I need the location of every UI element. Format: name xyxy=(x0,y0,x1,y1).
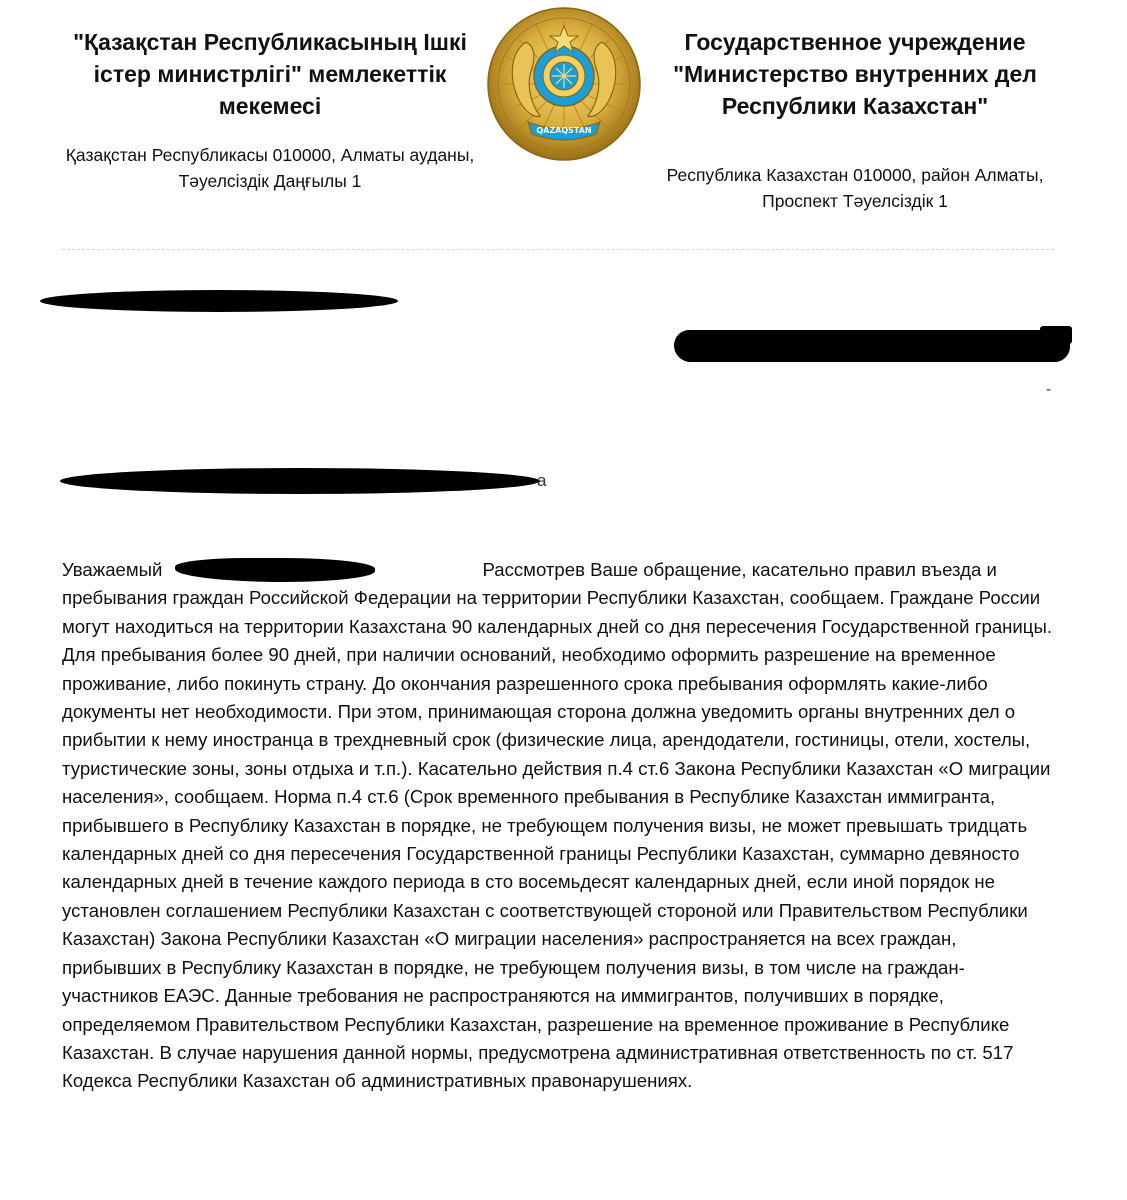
redaction-recipient-address xyxy=(674,330,1070,362)
redaction-recipient-address-tail xyxy=(1040,326,1072,344)
letter-text: Рассмотрев Ваше обращение, касательно правил въезда и пребывания граждан Российской Федерации на территории Республики Казахстан, сообщаем. Граждане России могут находиться на территории Казахстана 90 календарных дней со дня пересечения Государственной границы. Для пребывания более 90 дней, при наличии оснований, необходимо оформить разрешение на временное проживание, либо покинуть страну. До окончания разрешенного срока пребывания оформлять какие-либо документы нет необходимости. При этом, принимающая сторона должна уведомить органы внутренних дел о прибытии к нему иностранца в трехдневный срок (физические лица, арендодатели, гостиницы, отели, хостелы, туристические зоны, зоны отдыха и т.п.). Касательно действия п.4 ст.6 Закона Республики Казахстан «О миграции населения», сообщаем. Норма п.4 ст.6 (Срок временного пребывания в Республике Казахстан иммигранта, прибывшего в Республику Казахстан в порядке, не требующем получения визы, не может превышать тридцать календарных дней со дня пересечения Государственной границы Республики Казахстан, суммарно девяносто календарных дней в течение каждого периода в сто восемьдесят календарных дней, если иной порядок не установлен соглашением Республики Казахстан с соответствующей стороной или Правительством Республики Казахстан) Закона Республики Казахстан «О миграции населения» распространяется на всех граждан, прибывших в Республику Казахстан в порядке, не требующем получения визы, в том числе на граждан-участников ЕАЭС. Данные требования не распространяются на иммигрантов, получивших в порядке, определяемом Правительством Республики Казахстан, разрешение на временное проживание в Республике Казахстан. В случае нарушения данной нормы, предусмотрена административная ответственность по ст. 517 Кодекса Республики Казахстан об административных правонарушениях. xyxy=(62,559,1052,1092)
org-address-russian: Республика Казахстан 010000, район Алматы, Проспект Тәуелсіздік 1 xyxy=(666,165,1044,211)
redaction-recipient-name xyxy=(40,290,398,312)
emblem-caption: QAZAQSTAN xyxy=(536,126,592,135)
kazakhstan-state-emblem-icon xyxy=(486,6,642,162)
header-left-kazakh xyxy=(60,26,480,194)
header-divider xyxy=(62,249,1054,250)
org-address-kazakh: Қазақстан Республикасы 010000, Алматы ауданы, Тәуелсіздік Даңғылы 1 xyxy=(65,145,475,191)
org-name-kazakh: "Қазақстан Республикасының Ішкі істер министрлігі" мемлекеттік мекемесі xyxy=(73,29,467,119)
org-name-russian: Государственное учреждение "Министерство внутренних дел Республики Казахстан" xyxy=(673,29,1037,119)
salutation: Уважаемый xyxy=(62,559,163,580)
stray-dash: - xyxy=(1046,381,1051,398)
letter-body xyxy=(62,556,1052,1096)
redaction-subject-line xyxy=(60,468,540,494)
stray-letter: а xyxy=(537,471,547,490)
header-right-russian xyxy=(660,26,1050,214)
